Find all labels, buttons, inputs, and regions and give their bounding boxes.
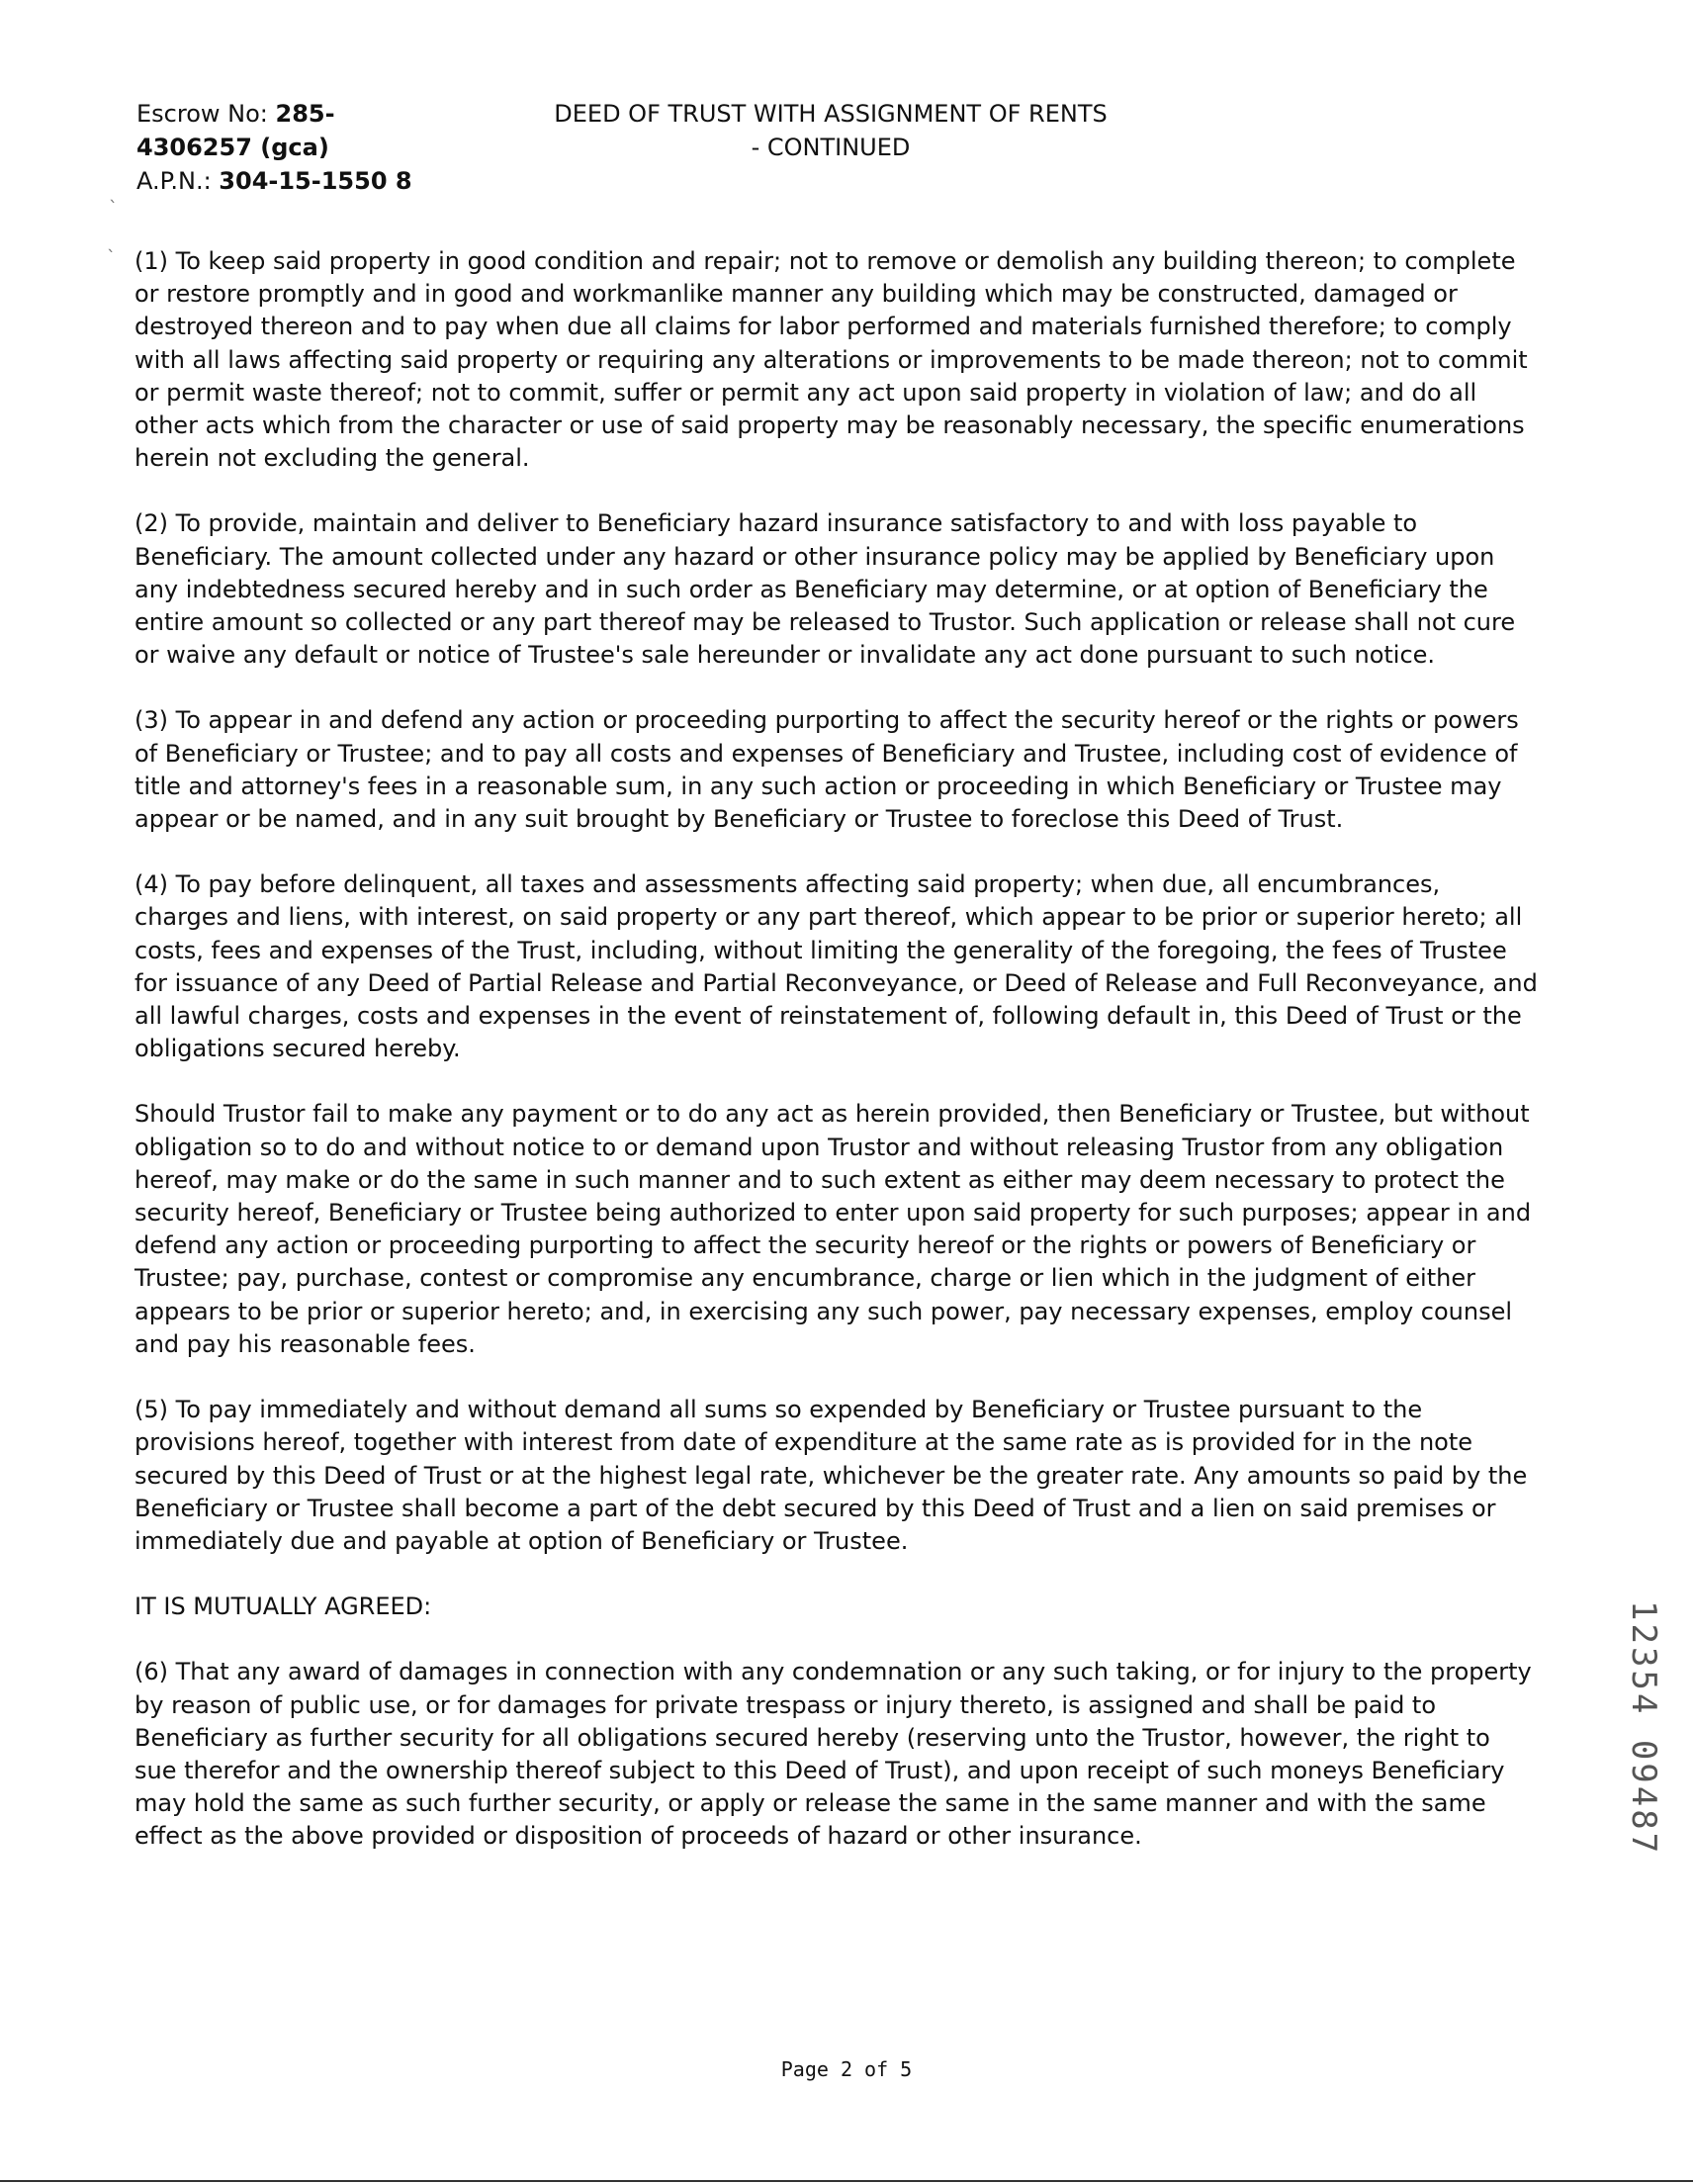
title-line-2: - CONTINUED [751, 134, 911, 161]
scan-mark: ` [109, 198, 118, 219]
escrow-number-part2: 4306257 (gca) [136, 134, 329, 161]
escrow-label: Escrow No: [136, 100, 268, 128]
escrow-header [136, 97, 473, 198]
paragraph-2: (2) To provide, maintain and deliver to Beneficiary hazard insurance satisfactory to and with loss payable to Beneficiary. The amount collected under any hazard or other insurance policy may be applied by Beneficiary upon any indebtedness secured hereby and in such order as Beneficiary may determine, or at option of Beneficiary the entire amount so collected or any part thereof may be released to Trustor. Such application or release shall not cure or waive any default or notice of Trustee's sale hereunder or invalidate any act done pursuant to such notice. [134, 509, 1516, 670]
escrow-line-2 [136, 131, 473, 164]
page-number: Page 2 of 5 [780, 2057, 913, 2081]
paragraph-4: (4) To pay before delinquent, all taxes and assessments affecting said property; when due, all encumbrances, charges and liens, with interest, on said property or any part thereof, which appear to be prior or superior hereto; all costs, fees and expenses of the Trust, including, without limiting the generality of the foregoing, the fees of Trustee for issuance of any Deed of Partial Release and Partial Reconveyance, or Deed of Release and Full Reconveyance, and all lawful charges, costs and expenses in the event of reinstatement of, following default in, this Deed of Trust or the obligations secured hereby. [134, 870, 1538, 1063]
escrow-number-part1: 285- [275, 100, 335, 128]
paragraph-5: (5) To pay immediately and without demand all sums so expended by Beneficiary or Trustee pursuant to the provisions hereof, together with interest from date of expenditure at the same rate as is provided for in the note secured by this Deed of Trust or at the highest legal rate, whichever be the greater rate. Any amounts so paid by the Beneficiary or Trustee shall become a part of the debt secured by this Deed of Trust and a lien on said premises or immediately due and payable at option of Beneficiary or Trustee. [134, 1396, 1528, 1555]
apn-value: 304-15-1550 8 [219, 167, 412, 195]
apn-label: A.P.N.: [136, 167, 212, 195]
paragraph-should-trustor-fail: Should Trustor fail to make any payment or to do any act as herein provided, then Beneficiary or Trustee, but without obligation so to do and without notice to or demand upon Trustor and without releasing Trustor from any obligation hereof, may make or do the same in such manner and to such extent as either may deem necessary to protect the security hereof, Beneficiary or Trustee being authorized to enter upon said property for such purposes; appear in and defend any action or proceeding purporting to affect the security hereof or the rights or powers of Beneficiary or Trustee; pay, purchase, contest or compromise any encumbrance, charge or lien which in the judgment of either appears to be prior or superior hereto; and, in exercising any such power, pay necessary expenses, employ counsel and pay his reasonable fees. [134, 1100, 1532, 1358]
bottom-rule [0, 2180, 1693, 2182]
mutually-agreed-heading: IT IS MUTUALLY AGREED: [134, 1592, 432, 1621]
document-title [514, 97, 1147, 164]
document-body [134, 245, 1539, 1886]
paragraph-1: (1) To keep said property in good condition and repair; not to remove or demolish any building thereon; to complete or restore promptly and in good and workmanlike manner any building which may be constructed, damaged or destroyed thereon and to pay when due all claims for labor performed and materials furnished therefore; to comply with all laws affecting said property or requiring any alterations or improvements to be made thereon; not to commit or permit waste thereof; not to commit, suffer or permit any act upon said property in violation of law; and do all other acts which from the character or use of said property may be reasonably necessary, the specific enumerations herein not excluding the general. [134, 247, 1528, 473]
title-line-1: DEED OF TRUST WITH ASSIGNMENT OF RENTS [554, 100, 1108, 128]
apn-line [136, 164, 473, 198]
scan-mark: ` [107, 247, 116, 268]
paragraph-6: (6) That any award of damages in connection with any condemnation or any such taking, or for injury to the property by reason of public use, or for damages for private trespass or injury thereto, is assigned and shall be paid to Beneficiary as further security for all obligations secured hereby (reserving unto the Trustor, however, the right to sue therefor and the ownership thereof subject to this Deed of Trust), and upon receipt of such moneys Beneficiary may hold the same as such further security, or apply or release the same in the same manner and with the same effect as the above provided or disposition of proceeds of hazard or other insurance. [134, 1658, 1532, 1851]
escrow-line [136, 97, 473, 131]
document-number-stamp: 12354 09487 [1624, 1600, 1663, 1857]
paragraph-3: (3) To appear in and defend any action or proceeding purporting to affect the security hereof or the rights or powers of Beneficiary or Trustee; and to pay all costs and expenses of Beneficiary and Trustee, including cost of evidence of title and attorney's fees in a reasonable sum, in any such action or proceeding in which Beneficiary or Trustee may appear or be named, and in any suit brought by Beneficiary or Trustee to foreclose this Deed of Trust. [134, 706, 1519, 834]
